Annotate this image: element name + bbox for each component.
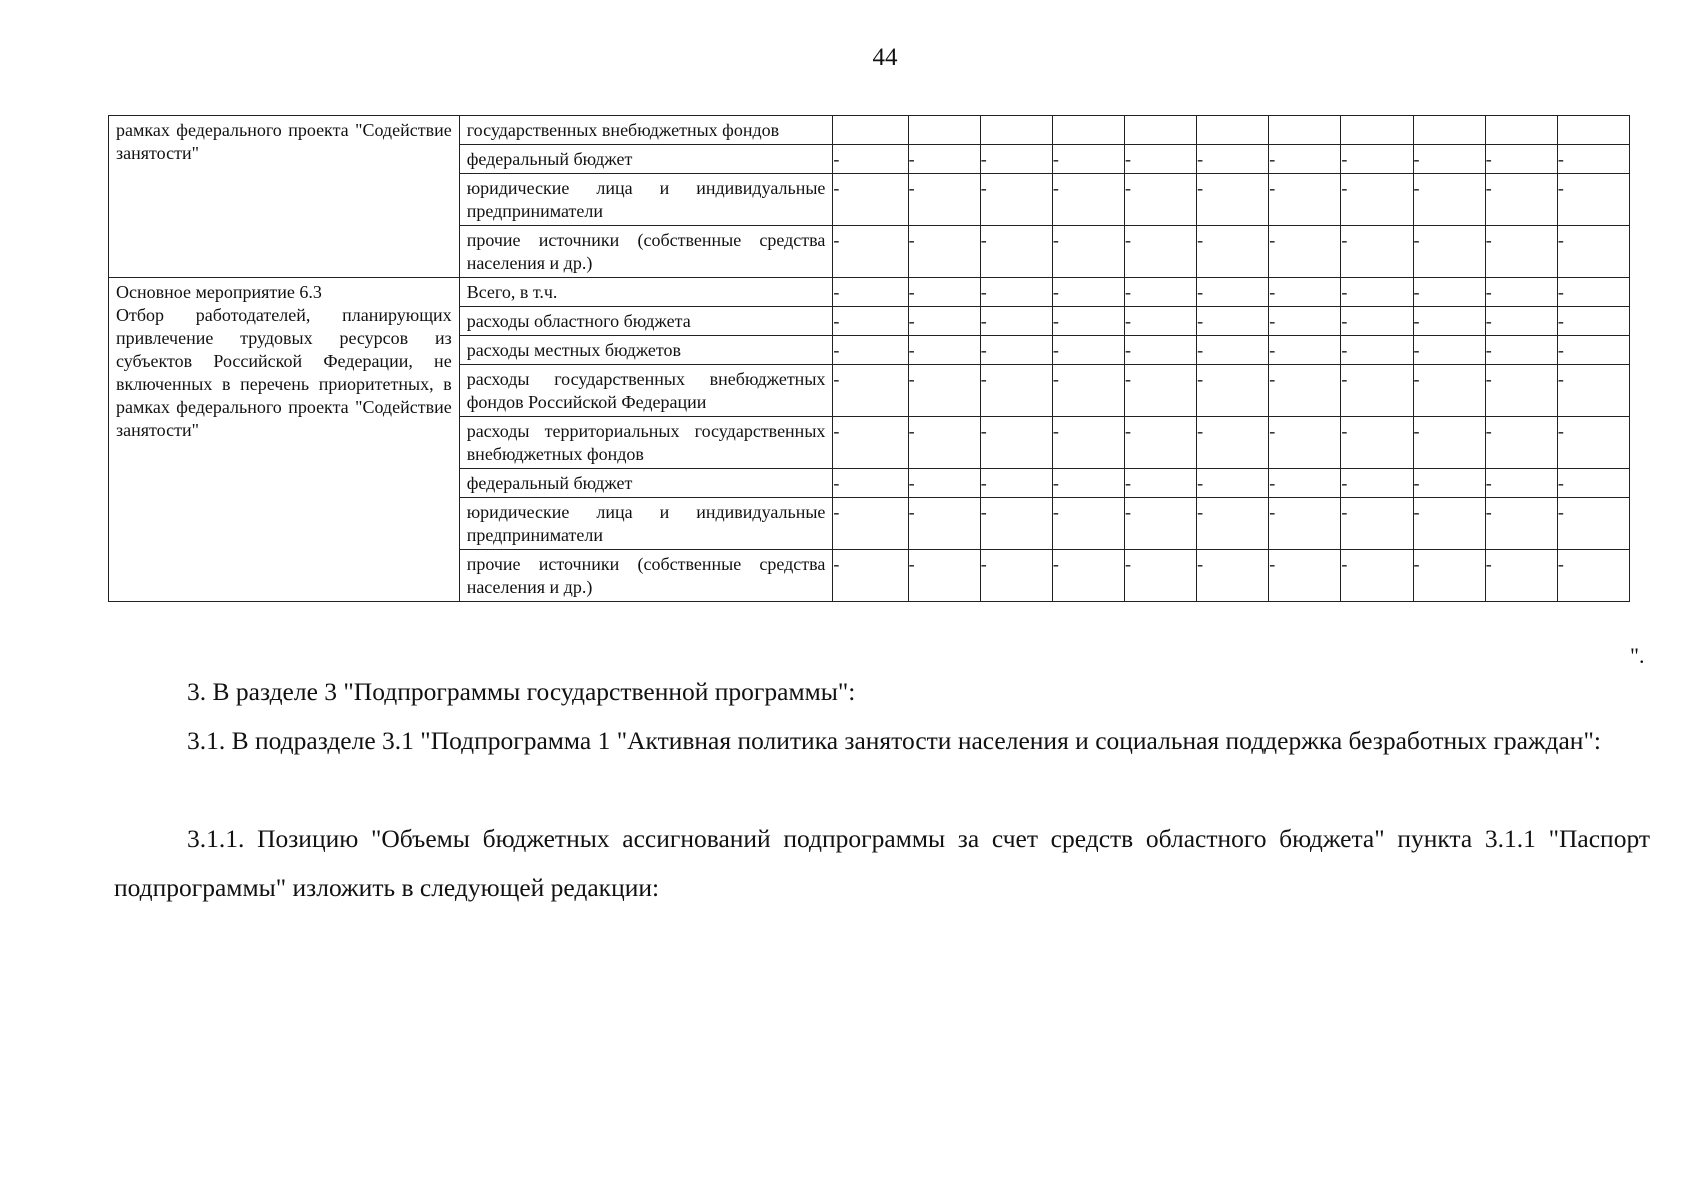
value-cell: - [908,498,980,550]
funding-source-cell: федеральный бюджет [459,469,833,498]
value-cell: - [1341,498,1413,550]
value-cell: - [908,365,980,417]
value-cell [1557,116,1629,145]
value-cell: - [980,365,1052,417]
value-cell: - [1413,550,1485,602]
value-cell: - [1557,550,1629,602]
value-cell: - [1052,336,1124,365]
funding-source-cell: прочие источники (собственные средства населения и др.) [459,226,833,278]
value-cell: - [1197,145,1269,174]
value-cell: - [908,469,980,498]
value-cell: - [1052,278,1124,307]
value-cell: - [1124,174,1196,226]
value-cell: - [1341,278,1413,307]
value-cell: - [1557,226,1629,278]
value-cell: - [1052,226,1124,278]
value-cell: - [1052,174,1124,226]
value-cell: - [980,498,1052,550]
value-cell: - [1269,145,1341,174]
funding-source-cell: расходы местных бюджетов [459,336,833,365]
funding-source-cell: государственных внебюджетных фондов [459,116,833,145]
value-cell: - [1124,498,1196,550]
value-cell: - [980,174,1052,226]
value-cell: - [1485,365,1557,417]
value-cell [1124,116,1196,145]
value-cell: - [980,226,1052,278]
value-cell: - [908,417,980,469]
value-cell: - [1485,469,1557,498]
closing-quote: ". [1630,643,1645,668]
value-cell: - [1485,498,1557,550]
value-cell: - [1197,307,1269,336]
value-cell: - [1052,307,1124,336]
value-cell: - [1485,307,1557,336]
value-cell: - [1269,417,1341,469]
value-cell: - [1485,550,1557,602]
value-cell [1485,116,1557,145]
table-row [109,116,1630,145]
value-cell: - [1197,469,1269,498]
value-cell: - [1485,336,1557,365]
value-cell: - [1413,365,1485,417]
value-cell: - [1124,278,1196,307]
value-cell: - [1197,226,1269,278]
value-cell: - [980,336,1052,365]
value-cell: - [1197,365,1269,417]
value-cell: - [1413,498,1485,550]
activity-description: Отбор работодателей, планирующих привлечение трудовых ресурсов из субъектов Российской Федерации, не включенных в перечень приоритетных, в рамках федерального проекта "Содействие занятости" [116,305,452,440]
value-cell: - [833,336,908,365]
value-cell: - [980,550,1052,602]
value-cell: - [1197,336,1269,365]
value-cell: - [1197,417,1269,469]
value-cell: - [1341,145,1413,174]
value-cell: - [1485,174,1557,226]
paragraph-section-3: 3. В разделе 3 "Подпрограммы государственной программы": [187,677,856,706]
value-cell: - [1269,550,1341,602]
value-cell: - [980,417,1052,469]
activity-title: Основное мероприятие 6.3 [116,282,322,302]
value-cell: - [980,307,1052,336]
value-cell: - [1052,498,1124,550]
value-cell: - [1124,336,1196,365]
value-cell: - [1413,278,1485,307]
value-cell: - [1124,365,1196,417]
value-cell: - [1269,226,1341,278]
value-cell: - [1557,365,1629,417]
page-number: 44 [872,44,898,71]
value-cell: - [1124,469,1196,498]
value-cell [1413,116,1485,145]
value-cell: - [1557,417,1629,469]
value-cell: - [833,307,908,336]
value-cell: - [1269,469,1341,498]
value-cell: - [1197,498,1269,550]
value-cell: - [1197,278,1269,307]
value-cell: - [1341,226,1413,278]
value-cell: - [833,145,908,174]
value-cell: - [833,278,908,307]
value-cell: - [1197,174,1269,226]
value-cell: - [908,550,980,602]
funding-source-cell: расходы областного бюджета [459,307,833,336]
value-cell: - [1269,307,1341,336]
funding-source-cell: юридические лица и индивидуальные предприниматели [459,174,833,226]
budget-table-body [109,116,1630,602]
funding-source-cell: юридические лица и индивидуальные предприниматели [459,498,833,550]
value-cell: - [1413,469,1485,498]
value-cell: - [1269,336,1341,365]
value-cell: - [1557,174,1629,226]
funding-source-cell: федеральный бюджет [459,145,833,174]
paragraph-item-3-1-1: 3.1.1. Позицию "Объемы бюджетных ассигнований подпрограммы за счет средств областного бюджета" пункта 3.1.1 "Паспорт подпрограммы" изложить в следующей редакции: [114,824,1650,902]
value-cell: - [1413,336,1485,365]
value-cell: - [1124,307,1196,336]
value-cell: - [1052,417,1124,469]
value-cell: - [1052,365,1124,417]
value-cell: - [1413,417,1485,469]
value-cell: - [908,174,980,226]
value-cell: - [833,469,908,498]
funding-source-cell: прочие источники (собственные средства населения и др.) [459,550,833,602]
value-cell: - [1485,226,1557,278]
value-cell: - [1052,469,1124,498]
value-cell: - [1413,307,1485,336]
value-cell: - [1124,417,1196,469]
activity-name-cell [109,116,460,278]
value-cell: - [1341,336,1413,365]
value-cell: - [1052,145,1124,174]
value-cell: - [833,417,908,469]
value-cell: - [1485,278,1557,307]
table-row [109,278,1630,307]
value-cell: - [1197,550,1269,602]
value-cell: - [1269,278,1341,307]
value-cell: - [833,174,908,226]
value-cell [1052,116,1124,145]
value-cell: - [833,365,908,417]
value-cell: - [1557,469,1629,498]
value-cell: - [1269,365,1341,417]
value-cell: - [1485,417,1557,469]
value-cell [980,116,1052,145]
activity-name-cell [109,278,460,602]
value-cell: - [908,278,980,307]
value-cell [1197,116,1269,145]
value-cell: - [1413,226,1485,278]
value-cell: - [1341,174,1413,226]
value-cell: - [908,226,980,278]
value-cell: - [1485,145,1557,174]
value-cell: - [1557,336,1629,365]
funding-source-cell: Всего, в т.ч. [459,278,833,307]
value-cell: - [908,145,980,174]
value-cell: - [1341,550,1413,602]
value-cell: - [833,498,908,550]
value-cell [908,116,980,145]
value-cell: - [1557,498,1629,550]
value-cell: - [1341,307,1413,336]
value-cell [1341,116,1413,145]
funding-source-cell: расходы государственных внебюджетных фондов Российской Федерации [459,365,833,417]
value-cell: - [1269,174,1341,226]
value-cell: - [1413,145,1485,174]
value-cell: - [833,226,908,278]
value-cell: - [1341,417,1413,469]
value-cell: - [1124,145,1196,174]
value-cell [833,116,908,145]
value-cell: - [980,278,1052,307]
value-cell: - [1557,307,1629,336]
value-cell: - [1557,278,1629,307]
funding-source-cell: расходы территориальных государственных внебюджетных фондов [459,417,833,469]
value-cell: - [908,307,980,336]
paragraph-subsection-3-1: 3.1. В подразделе 3.1 "Подпрограмма 1 "Активная политика занятости населения и социальная поддержка безработных граждан": [187,726,1601,755]
value-cell: - [908,336,980,365]
value-cell: - [833,550,908,602]
value-cell: - [1052,550,1124,602]
value-cell: - [1269,498,1341,550]
value-cell: - [980,145,1052,174]
value-cell: - [1557,145,1629,174]
value-cell: - [1341,365,1413,417]
activity-name: рамках федерального проекта "Содействие занятости" [116,120,452,163]
value-cell: - [1413,174,1485,226]
budget-table [108,115,1630,602]
value-cell: - [1124,226,1196,278]
value-cell [1269,116,1341,145]
value-cell: - [1124,550,1196,602]
value-cell: - [1341,469,1413,498]
value-cell: - [980,469,1052,498]
